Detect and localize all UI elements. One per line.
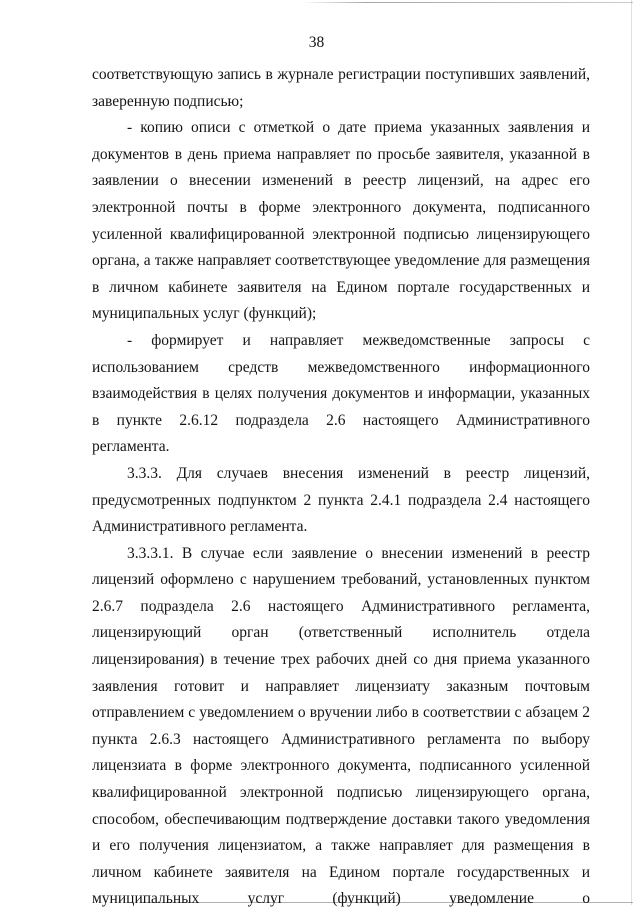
- paragraph-interagency-requests: - формирует и направляет межведомственные запросы с использованием средств межведомственного информационного взаимодействия в целях получения документов и информации, указанных в пункте 2.6.12 подраздела 2.6 настоящего Административного регламента.: [92, 331, 590, 456]
- paragraph-journal-entry: соответствующую запись в журнале регистрации поступивших заявлений, заверенную подписью;: [92, 66, 590, 110]
- document-body: [92, 62, 590, 913]
- scan-edge-top: [300, 2, 633, 3]
- page-number: 38: [308, 34, 325, 51]
- paragraph-section-3-3-3: 3.3.3. Для случаев внесения изменений в реестр лицензий, предусмотренных подпунктом 2 пункта 2.4.1 подраздела 2.4 настоящего Административного регламента.: [92, 464, 590, 536]
- scan-edge-right: [631, 0, 632, 905]
- paragraph-section-3-3-3-1: 3.3.3.1. В случае если заявление о внесении изменений в реестр лицензий оформлено с нарушением требований, установленных пунктом 2.6.7 подраздела 2.6 настоящего Административного регламента, лицензирующий орган (ответственный исполнитель отдела лицензирования) в течение трех рабочих дней со дня приема указанного заявления готовит и направляет лицензиату заказным почтовым отправлением с уведомлением о вручении либо в соответствии с абзацем 2 пункта 2.6.3 настоящего Административного регламента по выбору лицензиата в форме электронного документа, подписанного усиленной квалифицированной электронной подписью лицензирующего органа, способом, обеспечивающим подтверждение доставки такого уведомления и его получения лицензиатом, а также направляет для размещения в личном кабинете заявителя на Едином портале государственных и муниципальных услуг (функций) уведомление о: [92, 544, 590, 908]
- paragraph-inventory-copy: - копию описи с отметкой о дате приема указанных заявления и документов в день приема направляет по просьбе заявителя, указанной в заявлении о внесении изменений в реестр лицензий, на адрес его электронной почты в форме электронного документа, подписанного усиленной квалифицированной электронной подписью лицензирующего органа, а также направляет соответствующее уведомление для размещения в личном кабинете заявителя на Едином портале государственных и муниципальных услуг (функций);: [92, 119, 590, 323]
